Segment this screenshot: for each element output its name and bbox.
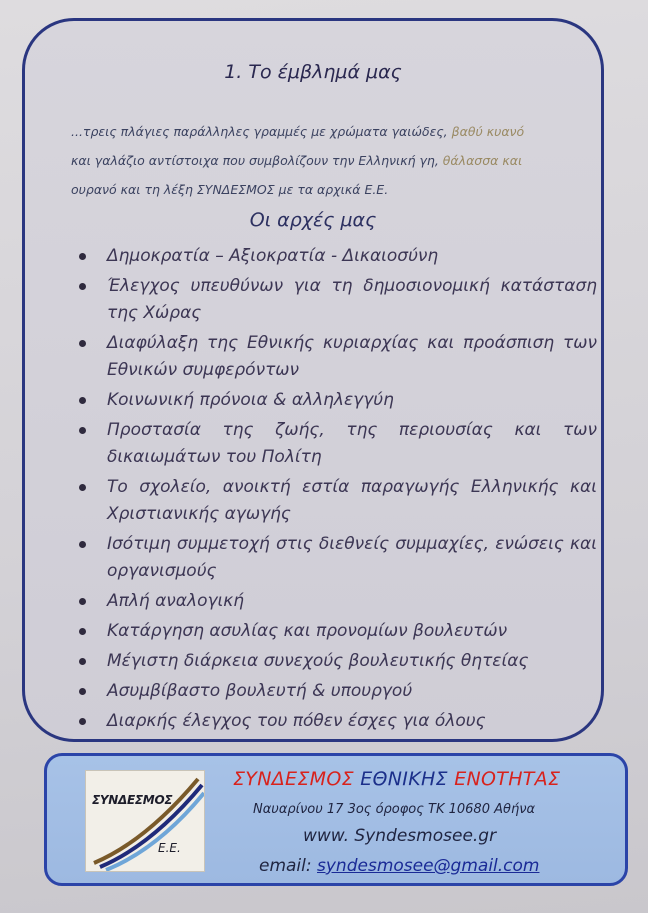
organization-logo [85,770,205,872]
bullet-icon [79,598,86,605]
website-link[interactable]: www. Syndesmosee.gr [303,826,497,846]
emblem-description [71,117,591,204]
list-item: Το σχολείο, ανοικτή εστία παραγωγής Ελληνικής και Χριστιανικής αγωγής [107,474,597,528]
emblem-section-title: 1. Το έμβλημά μας [224,61,402,83]
list-item: Απλή αναλογική [107,588,597,615]
logo-name: ΣΥΝΔΕΣΜΟΣ [92,793,173,807]
address: Ναυαρίνου 17 3ος όροφος ΤΚ 10680 Αθήνα [253,802,536,817]
principles-panel [22,18,604,742]
bullet-icon [79,628,86,635]
list-item: Κατάργηση ασυλίας και προνομίων βουλευτών [107,618,597,645]
list-item: Έλεγχος υπευθύνων για τη δημοσιονομική κατάσταση της Χώρας [107,273,597,327]
contact-footer [44,753,628,886]
logo-stripes-icon [86,771,204,871]
list-item: Ισότιμη συμμετοχή στις διεθνείς συμμαχίες, ενώσεις και οργανισμούς [107,531,597,585]
bullet-icon [79,397,86,404]
bullet-icon [79,718,86,725]
list-item: Δημοκρατία – Αξιοκρατία - Δικαιοσύνη [107,243,597,270]
bullet-icon [79,688,86,695]
bullet-icon [79,340,86,347]
list-item: Προστασία της ζωής, της περιουσίας και των δικαιωμάτων του Πολίτη [107,417,597,471]
list-item: Μέγιστη διάρκεια συνεχούς βουλευτικής θητείας [107,648,597,675]
list-item: Διαφύλαξη της Εθνικής κυριαρχίας και προάσπιση των Εθνικών συμφερόντων [107,330,597,384]
bullet-icon [79,283,86,290]
bullet-icon [79,484,86,491]
emblem-line: ουρανό και τη λέξη ΣΥΝΔΕΣΜΟΣ με τα αρχικά Ε.Ε. [71,182,389,197]
bullet-icon [79,427,86,434]
emblem-line: ...τρεις πλάγιες παράλληλες γραμμές με χρώματα γαιώδες, βαθύ κυανό [71,124,525,139]
list-item: Ασυμβίβαστο βουλευτή & υπουργού [107,678,597,705]
principles-list [107,243,597,738]
principles-heading: Οι αρχές μας [249,209,377,231]
logo-initials: Ε.Ε. [158,841,181,855]
bullet-icon [79,541,86,548]
bullet-icon [79,253,86,260]
list-item: Διαρκής έλεγχος του πόθεν έσχες για όλους [107,708,597,735]
list-item: Κοινωνική πρόνοια & αλληλεγγύη [107,387,597,414]
email-line: email: syndesmosee@gmail.com [259,856,540,876]
emblem-line: και γαλάζιο αντίστοιχα που συμβολίζουν την Ελληνική γη, θάλασσα και [71,153,523,168]
bullet-icon [79,658,86,665]
email-link[interactable]: syndesmosee@gmail.com [317,856,540,876]
organization-name: ΣΥΝΔΕΣΜΟΣ ΕΘΝΙΚΗΣ ΕΝΟΤΗΤΑΣ [233,768,561,790]
